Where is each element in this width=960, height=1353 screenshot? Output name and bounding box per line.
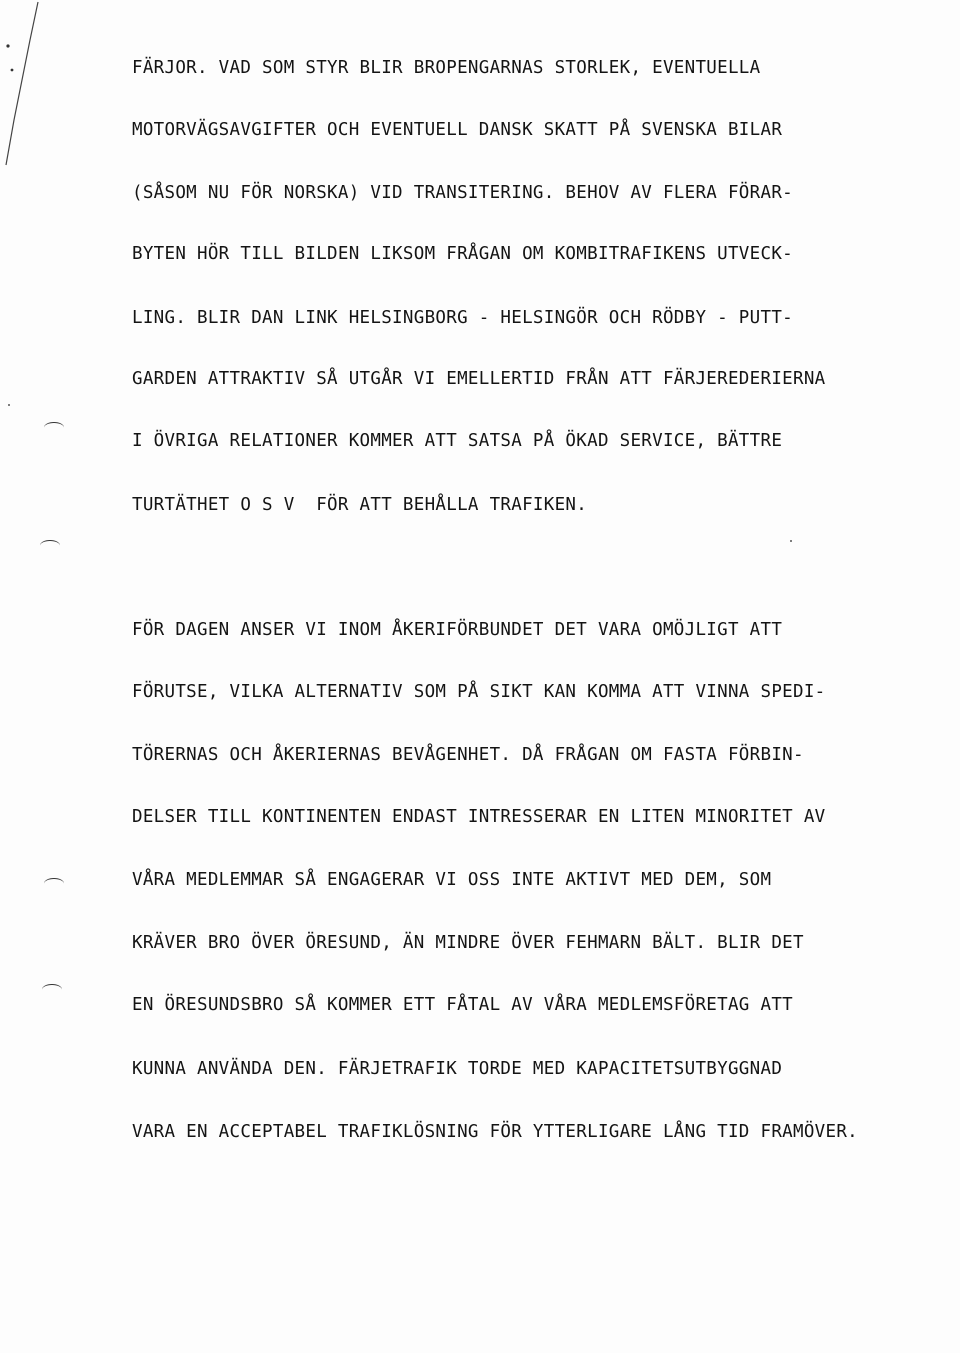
paragraph-1-line: BYTEN HÖR TILL BILDEN LIKSOM FRÅGAN OM KOMBITRAFIKENS UTVECK- — [132, 244, 793, 264]
paragraph-1-line: GARDEN ATTRAKTIV SÅ UTGÅR VI EMELLERTID FRÅN ATT FÄRJEREDERIERNA — [132, 369, 826, 389]
paragraph-2-line: DELSER TILL KONTINENTEN ENDAST INTRESSERAR EN LITEN MINORITET AV — [132, 807, 826, 827]
scan-speck — [790, 540, 792, 542]
paragraph-2-line: EN ÖRESUNDSBRO SÅ KOMMER ETT FÅTAL AV VÅRA MEDLEMSFÖRETAG ATT — [132, 995, 793, 1015]
margin-mark — [40, 540, 60, 551]
paragraph-2-line: VARA EN ACCEPTABEL TRAFIKLÖSNING FÖR YTTERLIGARE LÅNG TID FRAMÖVER. — [132, 1122, 859, 1142]
paragraph-1-line: FÄRJOR. VAD SOM STYR BLIR BROPENGARNAS STORLEK, EVENTUELLA — [132, 58, 761, 78]
scan-artifact-line — [0, 0, 40, 170]
paragraph-1-line: I ÖVRIGA RELATIONER KOMMER ATT SATSA PÅ ÖKAD SERVICE, BÄTTRE — [132, 431, 783, 451]
paragraph-2-line: VÅRA MEDLEMMAR SÅ ENGAGERAR VI OSS INTE AKTIVT MED DEM, SOM — [132, 870, 772, 890]
paragraph-2-line: FÖR DAGEN ANSER VI INOM ÅKERIFÖRBUNDET DET VARA OMÖJLIGT ATT — [132, 620, 783, 640]
paragraph-1-line: TURTÄTHET O S V FÖR ATT BEHÅLLA TRAFIKEN. — [132, 495, 588, 515]
margin-mark — [44, 422, 64, 433]
margin-mark — [42, 984, 62, 995]
margin-mark — [44, 878, 64, 889]
paragraph-1-line: (SÅSOM NU FÖR NORSKA) VID TRANSITERING. BEHOV AV FLERA FÖRAR- — [132, 183, 793, 203]
paragraph-2-line: KRÄVER BRO ÖVER ÖRESUND, ÄN MINDRE ÖVER FEHMARN BÄLT. BLIR DET — [132, 933, 804, 953]
paragraph-1-line: MOTORVÄGSAVGIFTER OCH EVENTUELL DANSK SKATT PÅ SVENSKA BILAR — [132, 120, 783, 140]
paragraph-2-line: KUNNA ANVÄNDA DEN. FÄRJETRAFIK TORDE MED KAPACITETSUTBYGGNAD — [132, 1059, 783, 1079]
paragraph-2-line: TÖRERNAS OCH ÅKERIERNAS BEVÅGENHET. DÅ FRÅGAN OM FASTA FÖRBIN- — [132, 745, 804, 765]
paragraph-2-line: FÖRUTSE, VILKA ALTERNATIV SOM PÅ SIKT KAN KOMMA ATT VINNA SPEDI- — [132, 682, 826, 702]
paragraph-1-line: LING. BLIR DAN LINK HELSINGBORG - HELSINGÖR OCH RÖDBY - PUTT- — [132, 308, 793, 328]
scan-speck — [8, 404, 10, 406]
